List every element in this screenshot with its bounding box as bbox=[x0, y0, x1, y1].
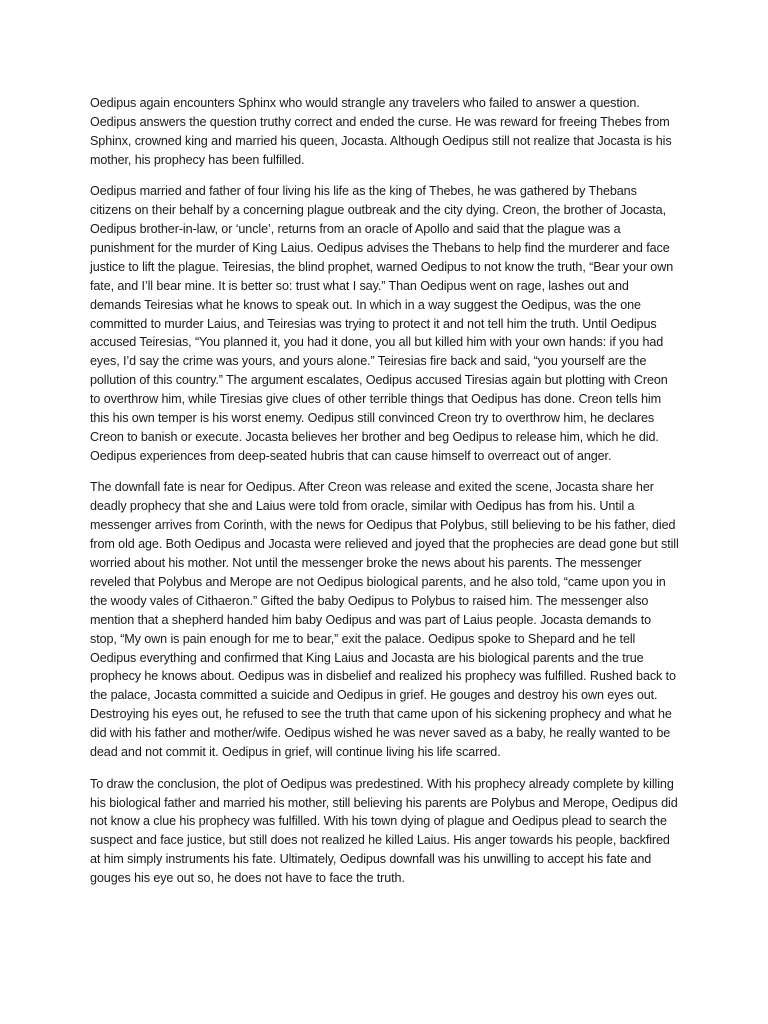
document-body bbox=[90, 94, 680, 901]
paragraph-2: Oedipus married and father of four living his life as the king of Thebes, he was gathered by Thebans citizens on their behalf by a concerning plague outbreak and the city dying. Creon, the brother of Jocasta, Oedipus brother-in-law, or ‘uncle’, returns from an oracle of Apollo and said that the plague was a punishment for the murder of King Laius. Oedipus advises the Thebans to help find the murderer and face justice to lift the plague. Teiresias, the blind prophet, warned Oedipus to not know the truth, “Bear your own fate, and I’ll bear mine. It is better so: trust what I say.” Than Oedipus went on rage, lashes out and demands Teiresias what he knows to speak out. In which in a way suggest the Oedipus, was the one committed to murder Laius, and Teiresias was trying to protect it and not tell him the truth. Until Oedipus accused Teiresias, “You planned it, you had it done, you all but killed him with your own hands: if you had eyes, I’d say the crime was yours, and yours alone.” Teiresias fire back and said, “you yourself are the pollution of this country.” The argument escalates, Oedipus accused Tiresias again but plotting with Creon to overthrow him, while Tiresias give clues of other terrible things that Oedipus has done. Creon tells him this his own temper is his worst enemy. Oedipus still convinced Creon try to overthrow him, he declares Creon to banish or execute. Jocasta believes her brother and beg Oedipus to release him, which he did. Oedipus experiences from deep-seated hubris that can cause himself to overreact out of anger. bbox=[90, 184, 674, 463]
paragraph-1: Oedipus again encounters Sphinx who would strangle any travelers who failed to answer a question. Oedipus answers the question truthy correct and ended the curse. He was reward for freeing Thebes from Sphinx, crowned king and married his queen, Jocasta. Although Oedipus still not realize that Jocasta is his mother, his prophecy has been fulfilled. bbox=[90, 96, 672, 167]
paragraph-3: The downfall fate is near for Oedipus. After Creon was release and exited the scene, Jocasta share her deadly prophecy that she and Laius were told from oracle, similar with Oedipus has from his. Until a messenger arrives from Corinth, with the news for Oedipus that Polybus, still believing to be his father, died from old age. Both Oedipus and Jocasta were relieved and joyed that the prophecies are dead gone but still worried about his mother. Not until the messenger broke the news about his parents. The messenger reveled that Polybus and Merope are not Oedipus biological parents, and he also told, “came upon you in the woody vales of Cithaeron.” Gifted the baby Oedipus to Polybus to raised him. The messenger also mention that a shepherd handed him baby Oedipus and was part of Laius people. Jocasta demands to stop, “My own is pain enough for me to bear,” exit the palace. Oedipus spoke to Shepard and he tell Oedipus everything and confirmed that King Laius and Jocasta are his biological parents and the true prophecy he knows about. Oedipus was in disbelief and realized his prophecy was fulfilled. Rushed back to the palace, Jocasta committed a suicide and Oedipus in grief. He gouges and destroy his own eyes out. Destroying his eyes out, he refused to see the truth that came upon of his sickening prophecy and what he did with his father and mother/wife. Oedipus wished he was never saved as a baby, he really wanted to be dead and not commit it. Oedipus in grief, will continue living his life scarred. bbox=[90, 480, 679, 760]
paragraph-4: To draw the conclusion, the plot of Oedipus was predestined. With his prophecy already complete by killing his biological father and married his mother, still believing his parents are Polybus and Merope, Oedipus did not know a clue his prophecy was fulfilled. With his town dying of plague and Oedipus plead to search the suspect and face justice, but still does not realized he killed Laius. His anger towards his people, backfired at him simply instruments his fate. Ultimately, Oedipus downfall was his unwilling to accept his fate and gouges his eye out so, he does not have to face the truth. bbox=[90, 776, 678, 886]
